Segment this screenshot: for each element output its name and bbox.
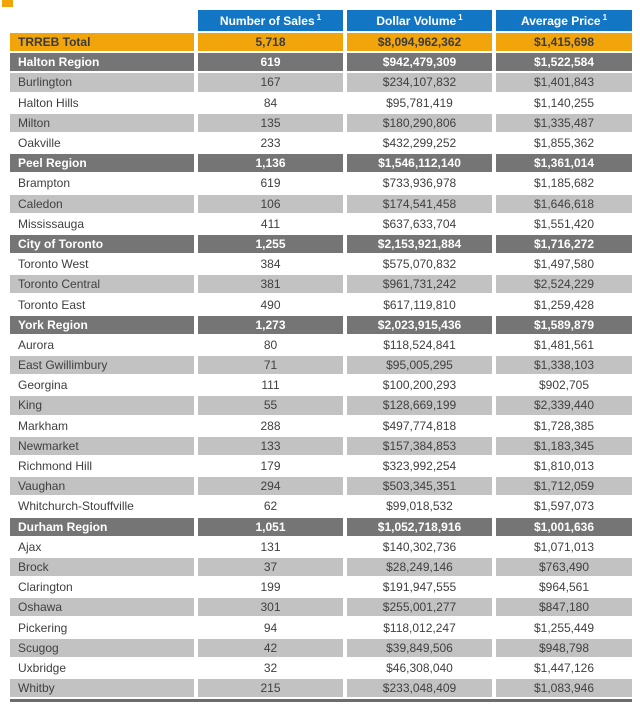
- dollar-volume: $961,731,242: [347, 275, 492, 293]
- dollar-volume: $95,005,295: [347, 356, 492, 374]
- average-price: $1,810,013: [496, 457, 632, 475]
- average-price: $1,255,449: [496, 618, 632, 636]
- municipality-sales-table: [10, 10, 632, 702]
- sales-count: 490: [198, 295, 343, 313]
- row-name: Oakville: [10, 134, 194, 152]
- municipality-row: [10, 356, 632, 374]
- average-price: $763,490: [496, 558, 632, 576]
- average-price: $1,447,126: [496, 659, 632, 677]
- sales-count: 32: [198, 659, 343, 677]
- region-summary-row: [10, 235, 632, 253]
- municipality-row: [10, 477, 632, 495]
- row-name: Burlington: [10, 73, 194, 91]
- dollar-volume: $46,308,040: [347, 659, 492, 677]
- dollar-volume: $255,001,277: [347, 598, 492, 616]
- average-price: $948,798: [496, 639, 632, 657]
- column-header-label: Number of Sales: [219, 13, 315, 28]
- average-price: $1,071,013: [496, 538, 632, 556]
- municipality-row: [10, 659, 632, 677]
- average-price: $1,338,103: [496, 356, 632, 374]
- sales-count: 199: [198, 578, 343, 596]
- dollar-volume: $2,153,921,884: [347, 235, 492, 253]
- municipality-row: [10, 417, 632, 435]
- sales-count: 37: [198, 558, 343, 576]
- footnote-marker: 1: [602, 13, 608, 22]
- dollar-volume: $140,302,736: [347, 538, 492, 556]
- average-price: $1,001,636: [496, 518, 632, 536]
- sales-count: 294: [198, 477, 343, 495]
- row-name: City of Toronto: [10, 235, 194, 253]
- row-name: Toronto East: [10, 295, 194, 313]
- average-price: $1,140,255: [496, 94, 632, 112]
- municipality-row: [10, 215, 632, 233]
- municipality-row: [10, 134, 632, 152]
- row-name: Richmond Hill: [10, 457, 194, 475]
- dollar-volume: $637,633,704: [347, 215, 492, 233]
- municipality-row: [10, 497, 632, 515]
- row-name: York Region: [10, 316, 194, 334]
- region-summary-row: [10, 53, 632, 71]
- sales-count: 135: [198, 114, 343, 132]
- sales-count: 381: [198, 275, 343, 293]
- dollar-volume: $1,546,112,140: [347, 154, 492, 172]
- average-price: $1,415,698: [496, 33, 632, 51]
- sales-count: 111: [198, 376, 343, 394]
- dollar-volume: $180,290,806: [347, 114, 492, 132]
- dollar-volume: $128,669,199: [347, 396, 492, 414]
- sales-count: 233: [198, 134, 343, 152]
- row-name: Brock: [10, 558, 194, 576]
- sales-count: 133: [198, 437, 343, 455]
- municipality-row: [10, 538, 632, 556]
- row-name: Whitchurch-Stouffville: [10, 497, 194, 515]
- average-price: $1,712,059: [496, 477, 632, 495]
- average-price: $1,335,487: [496, 114, 632, 132]
- dollar-volume: $617,119,810: [347, 295, 492, 313]
- average-price: $1,522,584: [496, 53, 632, 71]
- municipality-row: [10, 437, 632, 455]
- corner-artifact: [2, 0, 13, 7]
- header-spacer-cell: [10, 10, 194, 31]
- dollar-volume: $95,781,419: [347, 94, 492, 112]
- row-name: Pickering: [10, 618, 194, 636]
- column-header-number-of-sales: [198, 10, 343, 31]
- average-price: $1,716,272: [496, 235, 632, 253]
- average-price: $847,180: [496, 598, 632, 616]
- sales-count: 619: [198, 174, 343, 192]
- dollar-volume: $118,012,247: [347, 618, 492, 636]
- sales-count: 94: [198, 618, 343, 636]
- row-name: King: [10, 396, 194, 414]
- dollar-volume: $733,936,978: [347, 174, 492, 192]
- row-name: Halton Hills: [10, 94, 194, 112]
- sales-count: 301: [198, 598, 343, 616]
- row-name: Peel Region: [10, 154, 194, 172]
- row-name: Clarington: [10, 578, 194, 596]
- dollar-volume: $503,345,351: [347, 477, 492, 495]
- row-name: Caledon: [10, 195, 194, 213]
- dollar-volume: $174,541,458: [347, 195, 492, 213]
- dollar-volume: $2,023,915,436: [347, 316, 492, 334]
- row-name: Georgina: [10, 376, 194, 394]
- dollar-volume: $118,524,841: [347, 336, 492, 354]
- row-name: Brampton: [10, 174, 194, 192]
- sales-count: 131: [198, 538, 343, 556]
- municipality-row: [10, 376, 632, 394]
- average-price: $1,589,879: [496, 316, 632, 334]
- municipality-row: [10, 639, 632, 657]
- municipality-row: [10, 457, 632, 475]
- region-summary-row: [10, 154, 632, 172]
- average-price: $1,361,014: [496, 154, 632, 172]
- row-name: Markham: [10, 417, 194, 435]
- sales-count: 1,255: [198, 235, 343, 253]
- dollar-volume: $432,299,252: [347, 134, 492, 152]
- municipality-row: [10, 174, 632, 192]
- row-name: Toronto West: [10, 255, 194, 273]
- municipality-row: [10, 73, 632, 91]
- municipality-row: [10, 114, 632, 132]
- column-header-dollar-volume: [347, 10, 492, 31]
- municipality-row: [10, 94, 632, 112]
- dollar-volume: $99,018,532: [347, 497, 492, 515]
- municipality-row: [10, 295, 632, 313]
- row-name: Milton: [10, 114, 194, 132]
- municipality-row: [10, 255, 632, 273]
- column-header-label: Dollar Volume: [376, 13, 457, 28]
- row-name: Oshawa: [10, 598, 194, 616]
- average-price: $1,855,362: [496, 134, 632, 152]
- average-price: $1,183,345: [496, 437, 632, 455]
- row-name: Ajax: [10, 538, 194, 556]
- municipality-row: [10, 396, 632, 414]
- row-name: Newmarket: [10, 437, 194, 455]
- average-price: $1,597,073: [496, 497, 632, 515]
- row-name: Whitby: [10, 679, 194, 697]
- average-price: $2,339,440: [496, 396, 632, 414]
- row-name: East Gwillimbury: [10, 356, 194, 374]
- dollar-volume: $942,479,309: [347, 53, 492, 71]
- table-header-row: [10, 10, 632, 31]
- row-name: Aurora: [10, 336, 194, 354]
- region-summary-row: [10, 518, 632, 536]
- average-price: $964,561: [496, 578, 632, 596]
- sales-count: 384: [198, 255, 343, 273]
- dollar-volume: $575,070,832: [347, 255, 492, 273]
- sales-count: 84: [198, 94, 343, 112]
- row-name: Scugog: [10, 639, 194, 657]
- column-header-label: Average Price: [520, 13, 601, 28]
- dollar-volume: $497,774,818: [347, 417, 492, 435]
- sales-count: 288: [198, 417, 343, 435]
- column-header-average-price: [496, 10, 632, 31]
- row-name: Halton Region: [10, 53, 194, 71]
- dollar-volume: $234,107,832: [347, 73, 492, 91]
- municipality-row: [10, 195, 632, 213]
- dollar-volume: $1,052,718,916: [347, 518, 492, 536]
- municipality-row: [10, 275, 632, 293]
- row-name: Vaughan: [10, 477, 194, 495]
- municipality-row: [10, 336, 632, 354]
- sales-count: 179: [198, 457, 343, 475]
- table-bottom-border: [10, 699, 632, 702]
- sales-count: 619: [198, 53, 343, 71]
- municipality-row: [10, 558, 632, 576]
- dollar-volume: $39,849,506: [347, 639, 492, 657]
- sales-count: 62: [198, 497, 343, 515]
- average-price: $1,481,561: [496, 336, 632, 354]
- average-price: $2,524,229: [496, 275, 632, 293]
- footnote-marker: 1: [316, 13, 322, 22]
- average-price: $902,705: [496, 376, 632, 394]
- dollar-volume: $233,048,409: [347, 679, 492, 697]
- dollar-volume: $323,992,254: [347, 457, 492, 475]
- dollar-volume: $28,249,146: [347, 558, 492, 576]
- row-name: TRREB Total: [10, 33, 194, 51]
- dollar-volume: $100,200,293: [347, 376, 492, 394]
- sales-count: 1,136: [198, 154, 343, 172]
- footnote-marker: 1: [458, 13, 463, 22]
- sales-count: 55: [198, 396, 343, 414]
- sales-count: 106: [198, 195, 343, 213]
- sales-count: 1,051: [198, 518, 343, 536]
- municipality-row: [10, 598, 632, 616]
- dollar-volume: $8,094,962,362: [347, 33, 492, 51]
- municipality-row: [10, 679, 632, 697]
- region-summary-row: [10, 316, 632, 334]
- sales-count: 71: [198, 356, 343, 374]
- row-name: Toronto Central: [10, 275, 194, 293]
- table-body: [10, 33, 632, 697]
- total-row: [10, 33, 632, 51]
- sales-count: 411: [198, 215, 343, 233]
- row-name: Uxbridge: [10, 659, 194, 677]
- average-price: $1,497,580: [496, 255, 632, 273]
- average-price: $1,646,618: [496, 195, 632, 213]
- dollar-volume: $191,947,555: [347, 578, 492, 596]
- municipality-row: [10, 618, 632, 636]
- sales-count: 5,718: [198, 33, 343, 51]
- row-name: Mississauga: [10, 215, 194, 233]
- dollar-volume: $157,384,853: [347, 437, 492, 455]
- sales-count: 215: [198, 679, 343, 697]
- sales-count: 80: [198, 336, 343, 354]
- sales-count: 167: [198, 73, 343, 91]
- municipality-row: [10, 578, 632, 596]
- average-price: $1,259,428: [496, 295, 632, 313]
- average-price: $1,185,682: [496, 174, 632, 192]
- row-name: Durham Region: [10, 518, 194, 536]
- average-price: $1,551,420: [496, 215, 632, 233]
- sales-count: 42: [198, 639, 343, 657]
- average-price: $1,401,843: [496, 73, 632, 91]
- average-price: $1,083,946: [496, 679, 632, 697]
- sales-count: 1,273: [198, 316, 343, 334]
- average-price: $1,728,385: [496, 417, 632, 435]
